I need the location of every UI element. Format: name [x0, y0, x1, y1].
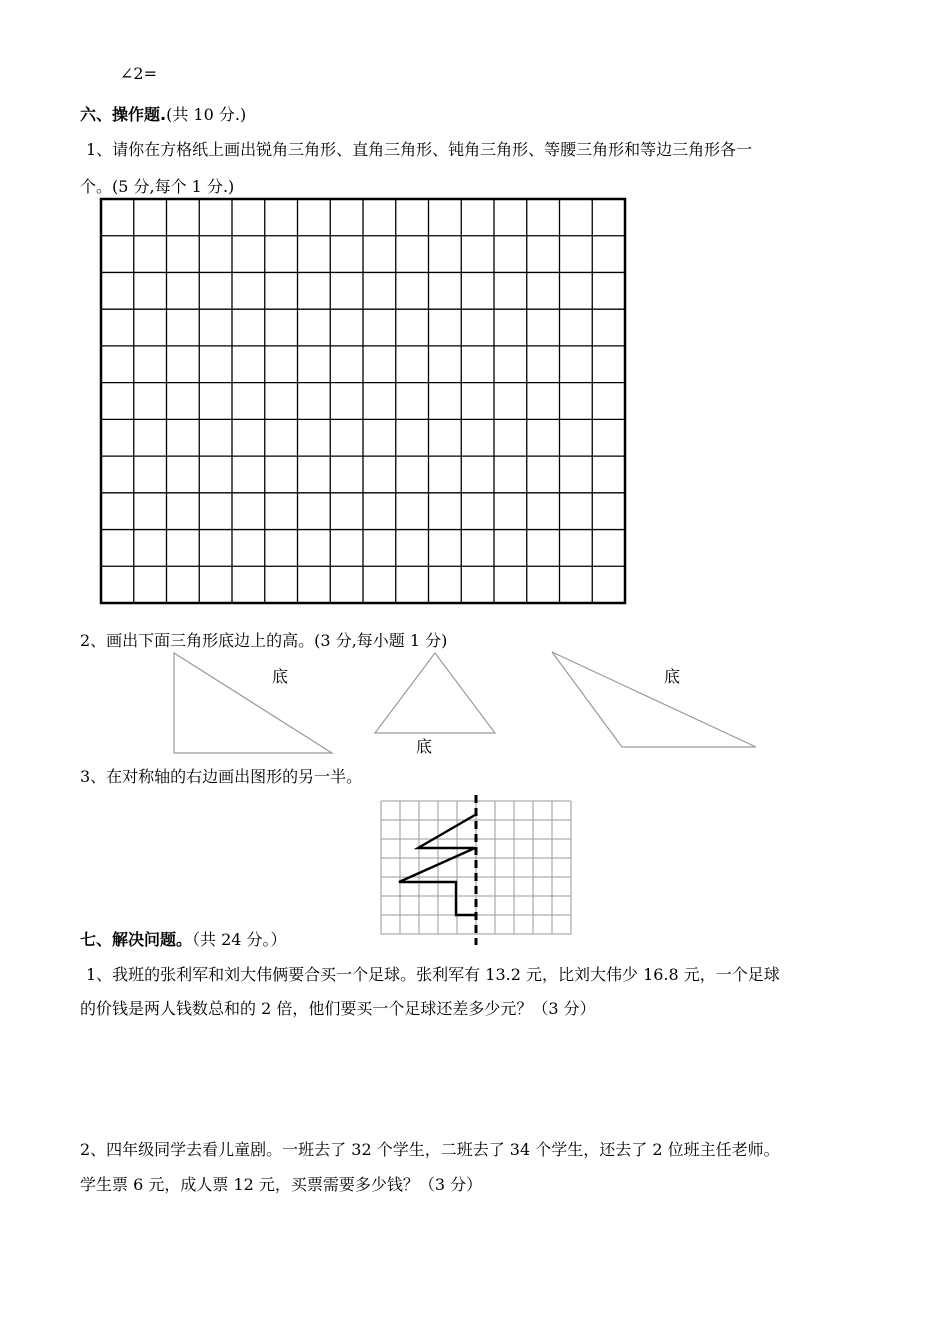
triangle-3-base-label: 底	[664, 667, 681, 686]
s7-q1-line2: 的价钱是两人钱数总和的 2 倍，他们要买一个足球还差多少元？（3 分）	[80, 999, 596, 1018]
s6-q3-text: 3、在对称轴的右边画出图形的另一半。	[80, 767, 363, 786]
symmetry-figure[interactable]	[380, 795, 574, 945]
section-6-title: 六、操作题.	[80, 105, 167, 124]
s6-q2-text: 2、画出下面三角形底边上的高。(3 分,每小题 1 分)	[80, 631, 448, 650]
s6-q1-line1: 1、请你在方格纸上画出锐角三角形、直角三角形、钝角三角形、等腰三角形和等边三角形各一	[86, 140, 753, 159]
triangle-2-base-label: 底	[416, 737, 433, 756]
section-7-heading	[80, 927, 287, 950]
half-shape-outline	[399, 815, 475, 915]
section-6-heading	[80, 102, 246, 125]
obtuse-triangle	[552, 652, 756, 747]
triangles-figure	[160, 648, 800, 758]
square-grid-paper[interactable]	[98, 197, 628, 606]
section-7-score: （共 24 分。）	[192, 930, 287, 949]
s7-q2-line1: 2、四年级同学去看儿童剧。一班去了 32 个学生，二班去了 34 个学生，还去了 2 位班主任老师。	[80, 1140, 780, 1159]
s6-q1-line2: 个。(5 分,每个 1 分.)	[80, 177, 235, 196]
angle-2-label: ∠2=	[120, 64, 157, 83]
s7-q2-line2: 学生票 6 元，成人票 12 元，买票需要多少钱？（3 分）	[80, 1175, 483, 1194]
triangle-1-base-label: 底	[272, 667, 289, 686]
right-triangle	[174, 653, 332, 753]
acute-triangle	[375, 653, 495, 733]
section-6-score: (共 10 分.)	[166, 105, 247, 124]
s7-q1-line1: 1、我班的张利军和刘大伟俩要合买一个足球。张利军有 13.2 元，比刘大伟少 16.8 元，一个足球	[86, 965, 780, 984]
section-7-title: 七、解决问题。	[80, 930, 193, 949]
